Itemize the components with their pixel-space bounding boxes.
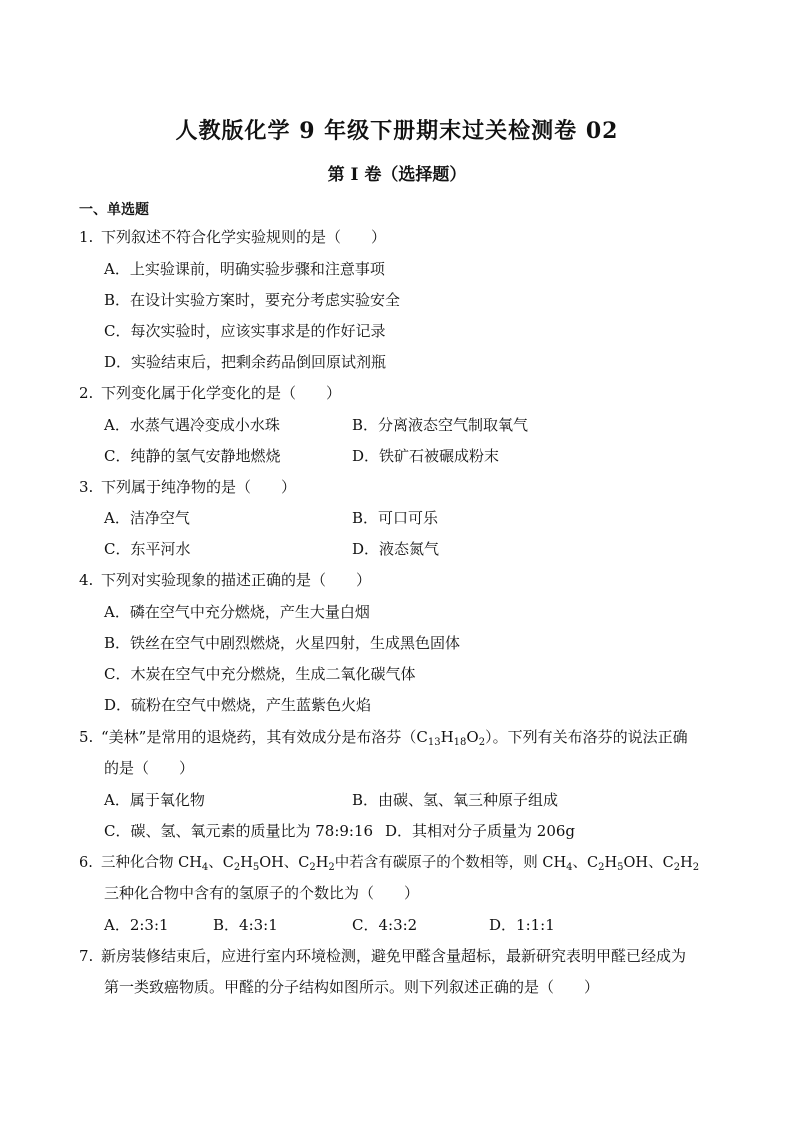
option-c: C．木炭在空气中充分燃烧，生成二氧化碳气体 bbox=[104, 665, 416, 683]
option-b: B．分离液态空气制取氧气 bbox=[352, 416, 529, 434]
subscript: 2 bbox=[309, 862, 316, 873]
option-b: B．在设计实验方案时，要充分考虑实验安全 bbox=[104, 291, 401, 309]
option-b: B．铁丝在空气中剧烈燃烧，火星四射，生成黑色固体 bbox=[104, 634, 461, 652]
option-d: D．实验结束后，把剩余药品倒回原试剂瓶 bbox=[104, 353, 387, 371]
option-b: B．4:3:1 bbox=[213, 916, 278, 934]
subscript: 5 bbox=[252, 862, 260, 873]
section-heading: 一、单选题 bbox=[79, 202, 149, 218]
question-stem-part: H bbox=[315, 855, 329, 871]
subscript: 4 bbox=[566, 862, 573, 873]
subscript: 2 bbox=[673, 862, 681, 873]
option-c: C．碳、氢、氧元素的质量比为 78:9:16 bbox=[104, 822, 374, 840]
question-stem-part: OH、C bbox=[623, 855, 674, 871]
question-stem-part: 、C bbox=[208, 855, 234, 871]
option-d: D．铁矿石被碾成粉末 bbox=[352, 447, 500, 465]
option-b: B．由碳、氢、氧三种原子组成 bbox=[352, 791, 559, 809]
question-number: 3. bbox=[79, 478, 94, 496]
page-title: 人教版化学 9 年级下册期末过关检测卷 02 bbox=[175, 118, 619, 144]
option-c: C．4:3:2 bbox=[352, 916, 418, 934]
question-stem: 下列叙述不符合化学实验规则的是（ ） bbox=[101, 228, 387, 246]
question-stem: 下列变化属于化学变化的是（ ） bbox=[101, 384, 342, 402]
question-stem-continued: 第一类致癌物质。甲醛的分子结构如图所示。则下列叙述正确的是（ ） bbox=[104, 978, 600, 996]
subscript: 2 bbox=[328, 862, 335, 873]
question-stem-part: H bbox=[680, 855, 693, 871]
question-number: 6. bbox=[79, 855, 93, 871]
subscript: 2 bbox=[598, 862, 605, 873]
subscript: 13 bbox=[427, 737, 441, 748]
question-number: 4. bbox=[79, 571, 94, 589]
question-stem-part: “美林”是常用的退烧药，其有效成分是布洛芬（C bbox=[101, 728, 428, 746]
question-number: 5. bbox=[79, 728, 94, 746]
question-stem: 下列属于纯净物的是（ ） bbox=[101, 478, 297, 496]
question-stem-continued: 三种化合物中含有的氢原子的个数比为（ ） bbox=[104, 884, 420, 902]
question-stem-part: H bbox=[440, 728, 454, 746]
option-a: A．属于氧化物 bbox=[104, 791, 205, 809]
option-c: C．每次实验时，应该实事求是的作好记录 bbox=[104, 322, 386, 340]
option-a: A．上实验课前，明确实验步骤和注意事项 bbox=[104, 260, 385, 278]
question-stem-part: OH、C bbox=[259, 855, 310, 871]
question-7 bbox=[79, 945, 686, 966]
option-d: D．1:1:1 bbox=[489, 916, 555, 934]
question-number: 2. bbox=[79, 384, 94, 402]
question-2 bbox=[79, 382, 341, 403]
subscript: 5 bbox=[617, 862, 624, 873]
question-stem: 下列对实验现象的描述正确的是（ ） bbox=[101, 571, 372, 589]
question-stem: 新房装修结束后，应进行室内环境检测，避免甲醛含量超标，最新研究表明甲醛已经成为 bbox=[101, 947, 687, 965]
question-4 bbox=[79, 569, 371, 590]
question-6 bbox=[79, 851, 699, 873]
question-stem-part: 三种化合物 CH bbox=[101, 855, 202, 871]
option-c: C．纯静的氢气安静地燃烧 bbox=[104, 447, 281, 465]
question-5 bbox=[79, 726, 688, 748]
question-number: 1. bbox=[79, 228, 94, 246]
option-c: C．东平河水 bbox=[104, 540, 191, 558]
question-stem-part: 、C bbox=[572, 855, 599, 871]
question-number: 7. bbox=[79, 947, 94, 965]
option-d: D．其相对分子质量为 206g bbox=[385, 822, 576, 840]
option-a: A．水蒸气遇冷变成小水珠 bbox=[104, 416, 280, 434]
option-d: D．硫粉在空气中燃烧，产生蓝紫色火焰 bbox=[104, 696, 372, 714]
subscript: 2 bbox=[233, 862, 241, 873]
section-subtitle: 第 I 卷（选择题） bbox=[327, 165, 467, 185]
question-1 bbox=[79, 226, 386, 247]
option-a: A．磷在空气中充分燃烧，产生大量白烟 bbox=[104, 603, 370, 621]
option-a: A．2:3:1 bbox=[104, 916, 169, 934]
subscript: 18 bbox=[453, 737, 467, 748]
question-stem-part: ）。下列有关布洛芬的说法正确 bbox=[485, 728, 688, 746]
question-stem-part: O bbox=[466, 728, 479, 746]
option-d: D．液态氮气 bbox=[352, 540, 440, 558]
question-3 bbox=[79, 476, 296, 497]
subscript: 2 bbox=[692, 862, 700, 873]
question-stem-part: H bbox=[604, 855, 618, 871]
subscript: 4 bbox=[201, 862, 209, 873]
subscript: 2 bbox=[478, 737, 486, 748]
option-b: B．可口可乐 bbox=[352, 509, 439, 527]
question-stem-part: H bbox=[240, 855, 253, 871]
option-a: A．洁净空气 bbox=[104, 509, 190, 527]
question-stem-continued: 的是（ ） bbox=[104, 759, 195, 777]
question-stem-part: 中若含有碳原子的个数相等，则 CH bbox=[334, 855, 567, 871]
